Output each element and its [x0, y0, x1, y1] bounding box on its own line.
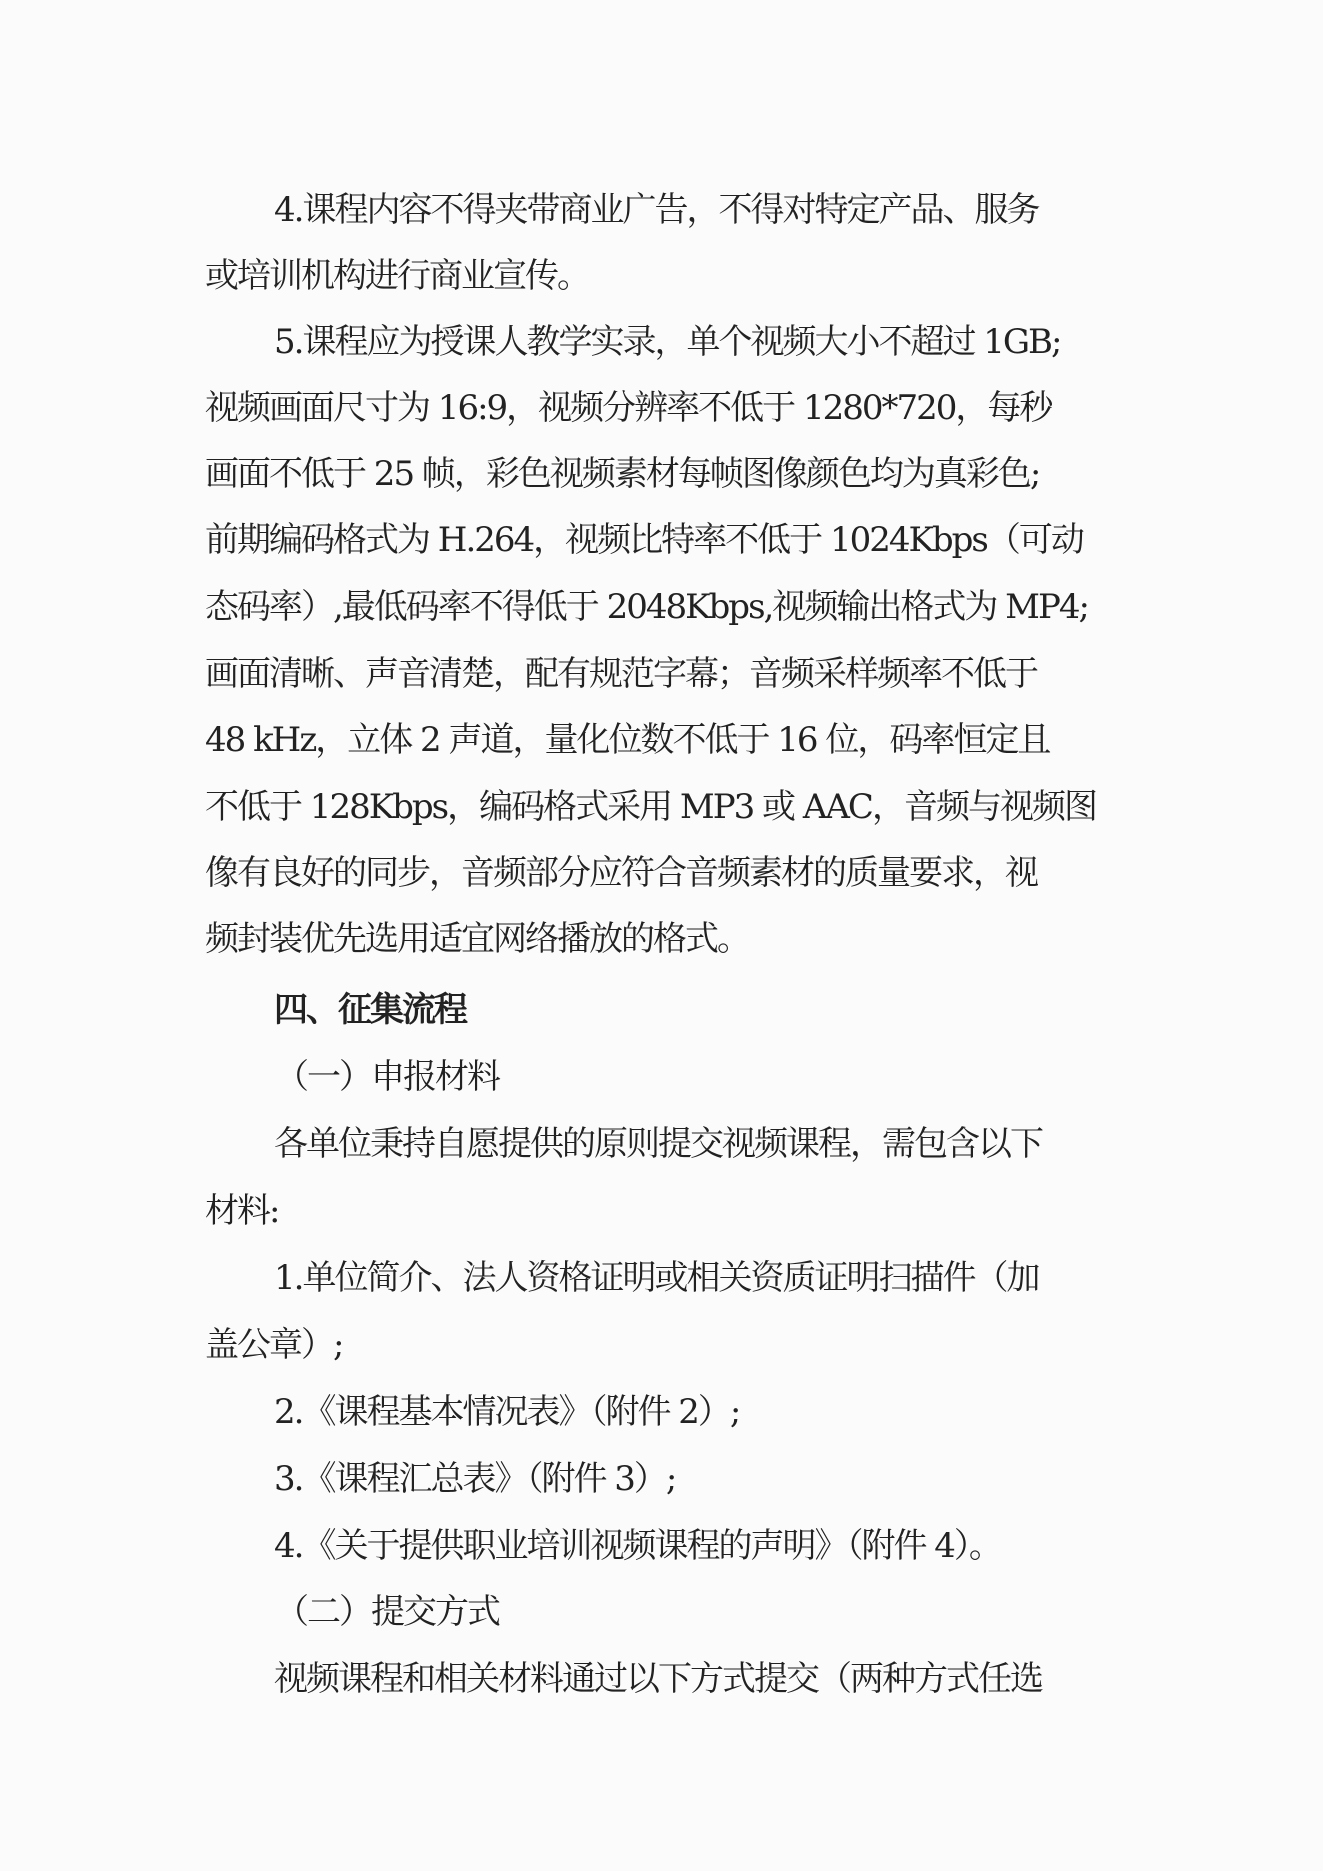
- list-item: 4.《关于提供职业培训视频课程的声明》（附件 4）。: [274, 1526, 1001, 1566]
- paragraph-line: 画面清晰、声音清楚，配有规范字幕；音频采样频率不低于: [205, 654, 1037, 694]
- paragraph-line: 48 kHz，立体 2 声道，量化位数不低于 16 位，码率恒定且: [205, 720, 1050, 760]
- paragraph-line: 视频课程和相关材料通过以下方式提交（两种方式任选: [274, 1659, 1042, 1699]
- subsection-heading: （二）提交方式: [275, 1592, 499, 1632]
- subsection-heading: （一）申报材料: [275, 1057, 499, 1097]
- section-heading: 四、征集流程: [274, 990, 466, 1030]
- list-item: 2.《课程基本情况表》（附件 2）;: [274, 1392, 740, 1432]
- paragraph-line: 视频画面尺寸为 16:9，视频分辨率不低于 1280*720，每秒: [205, 388, 1052, 428]
- list-item: 3.《课程汇总表》（附件 3）;: [274, 1459, 676, 1499]
- paragraph-line: 不低于 128Kbps，编码格式采用 MP3 或 AAC，音频与视频图: [205, 787, 1096, 827]
- paragraph-line: 频封装优先选用适宜网络播放的格式。: [205, 919, 749, 959]
- paragraph-line: 或培训机构进行商业宣传。: [205, 256, 589, 296]
- paragraph-line: 画面不低于 25 帧，彩色视频素材每帧图像颜色均为真彩色;: [205, 454, 1040, 494]
- paragraph-line: 态码率）,最低码率不得低于 2048Kbps,视频输出格式为 MP4;: [205, 587, 1088, 627]
- list-item-continuation: 盖公章）;: [205, 1325, 343, 1365]
- paragraph-line: 前期编码格式为 H.264，视频比特率不低于 1024Kbps（可动: [205, 520, 1083, 560]
- list-item: 1.单位简介、法人资格证明或相关资质证明扫描件（加: [274, 1258, 1039, 1298]
- paragraph-line: 材料:: [205, 1191, 279, 1231]
- paragraph-line: 像有良好的同步，音频部分应符合音频素材的质量要求，视: [205, 853, 1037, 893]
- paragraph-line: 4.课程内容不得夹带商业广告，不得对特定产品、服务: [274, 190, 1039, 230]
- paragraph-line: 各单位秉持自愿提供的原则提交视频课程，需包含以下: [274, 1124, 1042, 1164]
- paragraph-line: 5.课程应为授课人教学实录，单个视频大小不超过 1GB;: [274, 322, 1061, 362]
